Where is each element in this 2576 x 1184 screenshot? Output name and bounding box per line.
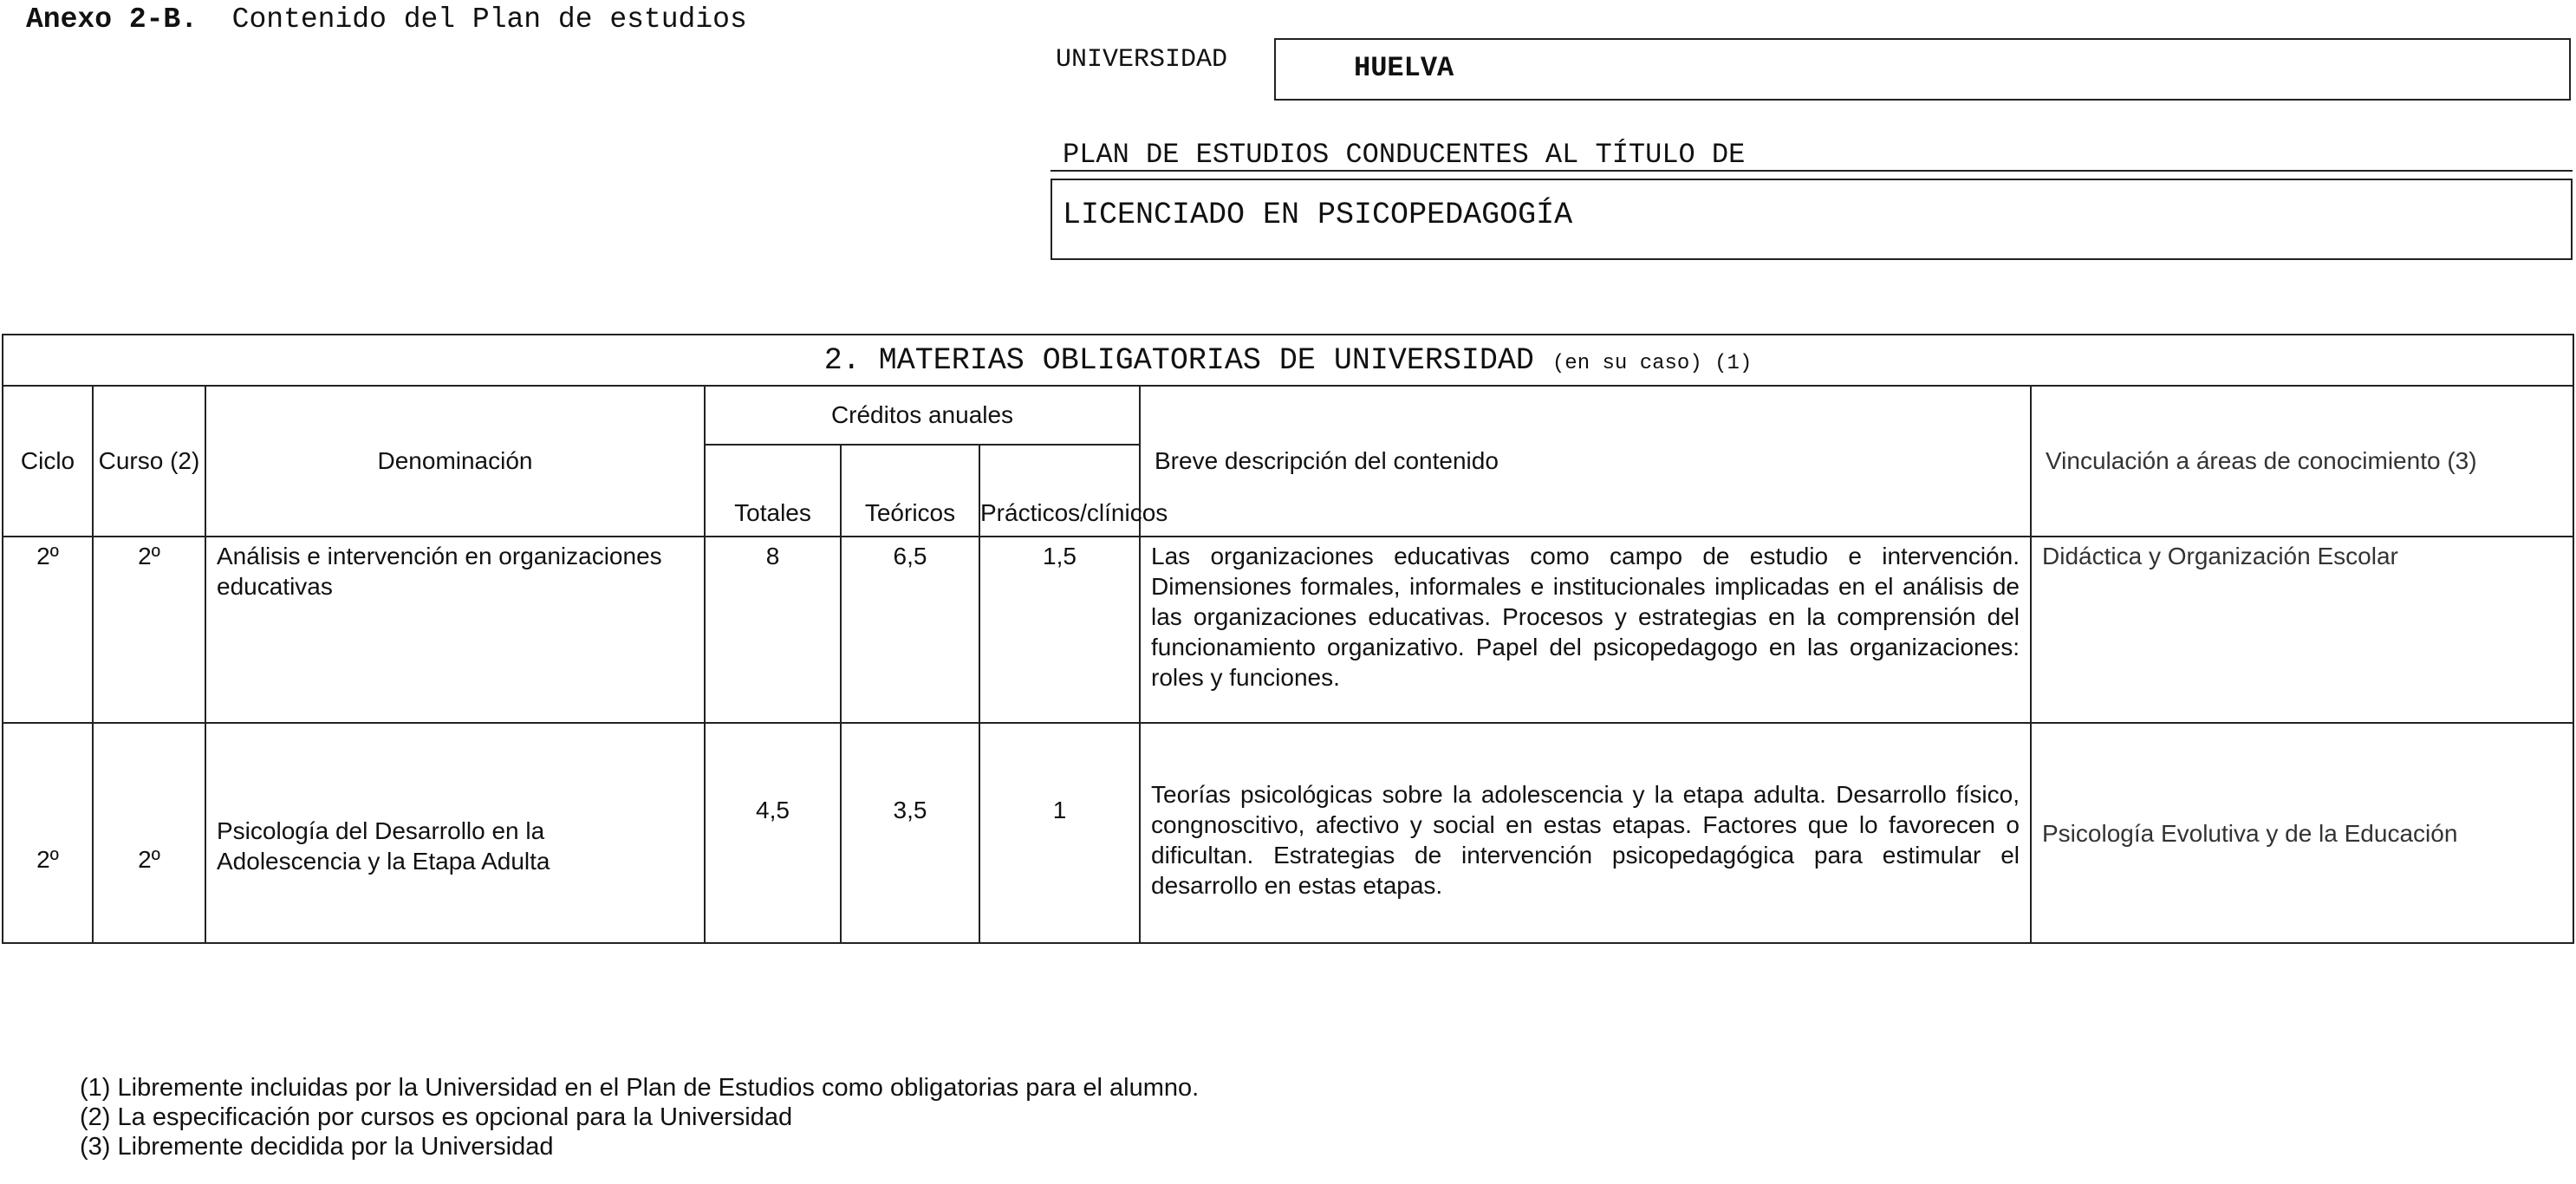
row-teoricos: 6,5 (841, 537, 979, 723)
header-curso: Curso (2) (93, 386, 205, 537)
row-totales: 8 (705, 537, 841, 723)
annex-heading (26, 3, 747, 36)
row-vinculacion: Psicología Evolutiva y de la Educación (2031, 723, 2573, 943)
header-descripcion: Breve descripción del contenido (1140, 386, 2031, 537)
annex-code: Anexo 2-B. (26, 3, 198, 36)
university-value: HUELVA (1354, 52, 1454, 84)
header-vinculacion: Vinculación a áreas de conocimiento (3) (2031, 386, 2573, 537)
plan-label: PLAN DE ESTUDIOS CONDUCENTES AL TÍTULO DE (1063, 139, 1746, 171)
header-totales: Totales (705, 445, 841, 537)
header-practicos: Prácticos/clínicos (979, 445, 1140, 537)
row-denominacion: Psicología del Desarrollo en la Adolescencia y la Etapa Adulta (205, 723, 705, 943)
university-label: UNIVERSIDAD (1056, 45, 1228, 75)
row-curso: 2º (93, 723, 205, 943)
row-practicos: 1 (979, 723, 1140, 943)
footnotes (80, 1073, 1199, 1161)
header-ciclo: Ciclo (3, 386, 93, 537)
header-teoricos: Teóricos (841, 445, 979, 537)
table-title-note: (en su caso) (1) (1551, 351, 1753, 375)
table-row (3, 537, 2573, 723)
header-denominacion: Denominación (205, 386, 705, 537)
row-ciclo: 2º (3, 537, 93, 723)
annex-title: Contenido del Plan de estudios (231, 3, 747, 36)
table-title (3, 335, 2573, 386)
footnote: (2) La especificación por cursos es opcional para la Universidad (80, 1103, 793, 1131)
row-denominacion: Análisis e intervención en organizaciones educativas (205, 537, 705, 723)
table-row (3, 723, 2573, 943)
university-box (1274, 38, 2571, 101)
footnote: (3) Libremente decidida por la Universidad (80, 1133, 554, 1161)
row-descripcion: Las organizaciones educativas como campo de estudio e intervención. Dimensiones formales, informales e institucionales implicadas en el análisis de las organizaciones educativas. Procesos y estrategias en la comprensión del funcionamiento organizativo. Papel del psicopedagogo en las organizaciones: roles y funciones. (1140, 537, 2031, 723)
row-vinculacion: Didáctica y Organización Escolar (2031, 537, 2573, 723)
degree-title: LICENCIADO EN PSICOPEDAGOGÍA (1063, 198, 1573, 232)
plan-divider (1051, 170, 2573, 172)
row-teoricos: 3,5 (841, 723, 979, 943)
row-ciclo: 2º (3, 723, 93, 943)
row-totales: 4,5 (705, 723, 841, 943)
degree-title-box (1051, 179, 2573, 260)
row-curso: 2º (93, 537, 205, 723)
footnote: (1) Libremente incluidas por la Universidad en el Plan de Estudios como obligatorias para el alumno. (80, 1074, 1200, 1102)
row-descripcion: Teorías psicológicas sobre la adolescencia y la etapa adulta. Desarrollo físico, congnoscitivo, afectivo y social en estas etapas. Factores que lo favorecen o dificultan. Estrategias de intervención psicopedagógica para estimular el desarrollo en estas etapas. (1140, 723, 2031, 943)
table-title-text: 2. MATERIAS OBLIGATORIAS DE UNIVERSIDAD (823, 342, 1534, 378)
row-practicos: 1,5 (979, 537, 1140, 723)
header-creditos: Créditos anuales (705, 386, 1140, 445)
subjects-table (2, 334, 2574, 944)
